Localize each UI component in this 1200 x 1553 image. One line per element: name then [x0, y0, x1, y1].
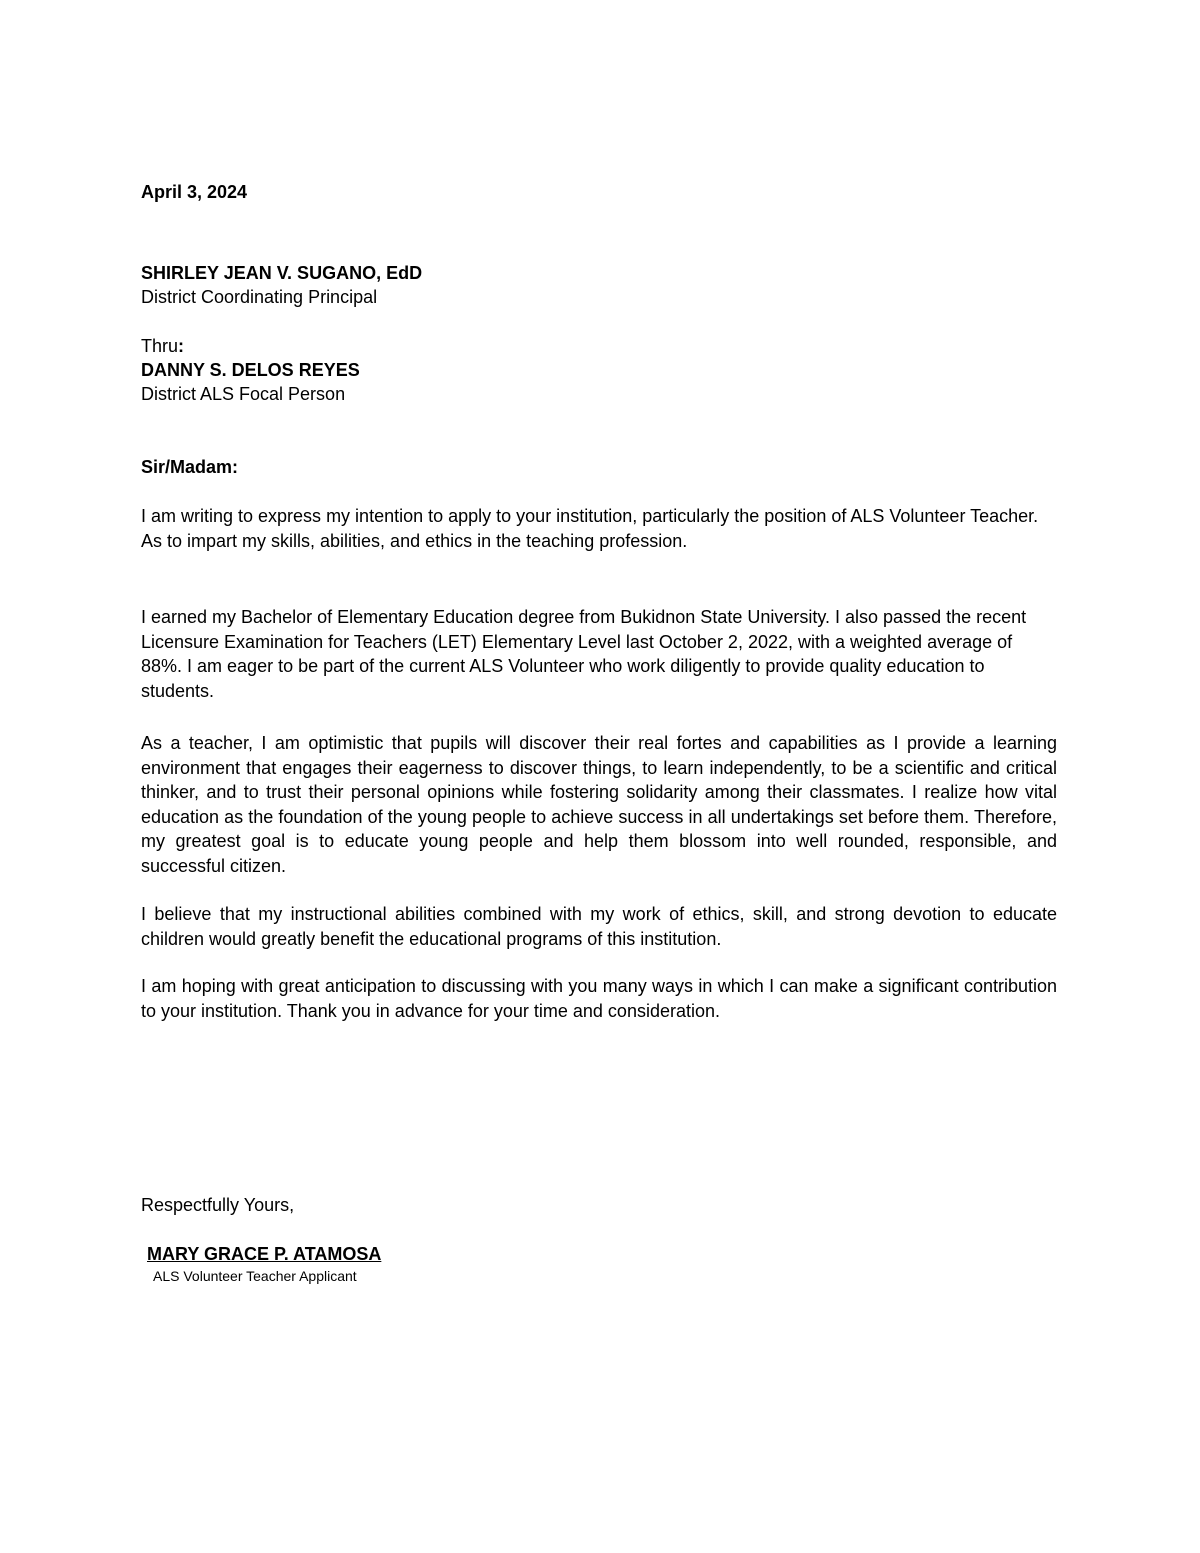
recipient-name: SHIRLEY JEAN V. SUGANO, EdD — [141, 263, 423, 283]
signature-title: ALS Volunteer Teacher Applicant — [153, 1268, 357, 1284]
body-paragraph-1 — [141, 504, 1057, 553]
thru-label: Thru — [141, 336, 179, 356]
body-paragraph-4: I believe that my instructional abilities combined with my work of ethics, skill, and strong devotion to educate children would greatly benefit the educational programs of this institution. — [141, 904, 1057, 949]
thru-title: District ALS Focal Person — [141, 384, 346, 404]
thru-line — [141, 334, 184, 358]
body-paragraph-2: I earned my Bachelor of Elementary Education degree from Bukidnon State University. I also passed the recent Licensure Examination for Teachers (LET) Elementary Level last October 2, 2022, with a weighted average of 88%. I am eager to be part of the current ALS Volunteer who work diligently to provide quality education to students. — [141, 607, 1027, 701]
body-paragraph-3: As a teacher, I am optimistic that pupils will discover their real fortes and capabilities as I provide a learning environment that engages their eagerness to discover things, to learn independently, to be a scientific and critical thinker, and to trust their personal opinions while fostering solidarity among their classmates. I realize how vital education as the foundation of the young people to achieve success in all undertakings set before them. Therefore, my greatest goal is to educate young people and help them blossom into well rounded, responsible, and successful citizen. — [141, 733, 1057, 876]
thru-name: DANNY S. DELOS REYES — [141, 360, 360, 380]
body-paragraph-5: I am hoping with great anticipation to discussing with you many ways in which I can make a significant contribution to your institution. Thank you in advance for your time and consideration. — [141, 976, 1057, 1021]
letter-date: April 3, 2024 — [141, 182, 248, 202]
body-paragraph-1-line-1: I am writing to express my intention to apply to your institution, particularly the position of ALS Volunteer Teacher. — [141, 506, 1039, 526]
salutation: Sir/Madam: — [141, 457, 239, 477]
thru-colon: : — [178, 336, 185, 356]
recipient-title: District Coordinating Principal — [141, 287, 378, 307]
signature-name: MARY GRACE P. ATAMOSA — [147, 1244, 382, 1264]
closing: Respectfully Yours, — [141, 1195, 295, 1215]
body-paragraph-1-line-2: As to impart my skills, abilities, and ethics in the teaching profession. — [141, 530, 688, 551]
